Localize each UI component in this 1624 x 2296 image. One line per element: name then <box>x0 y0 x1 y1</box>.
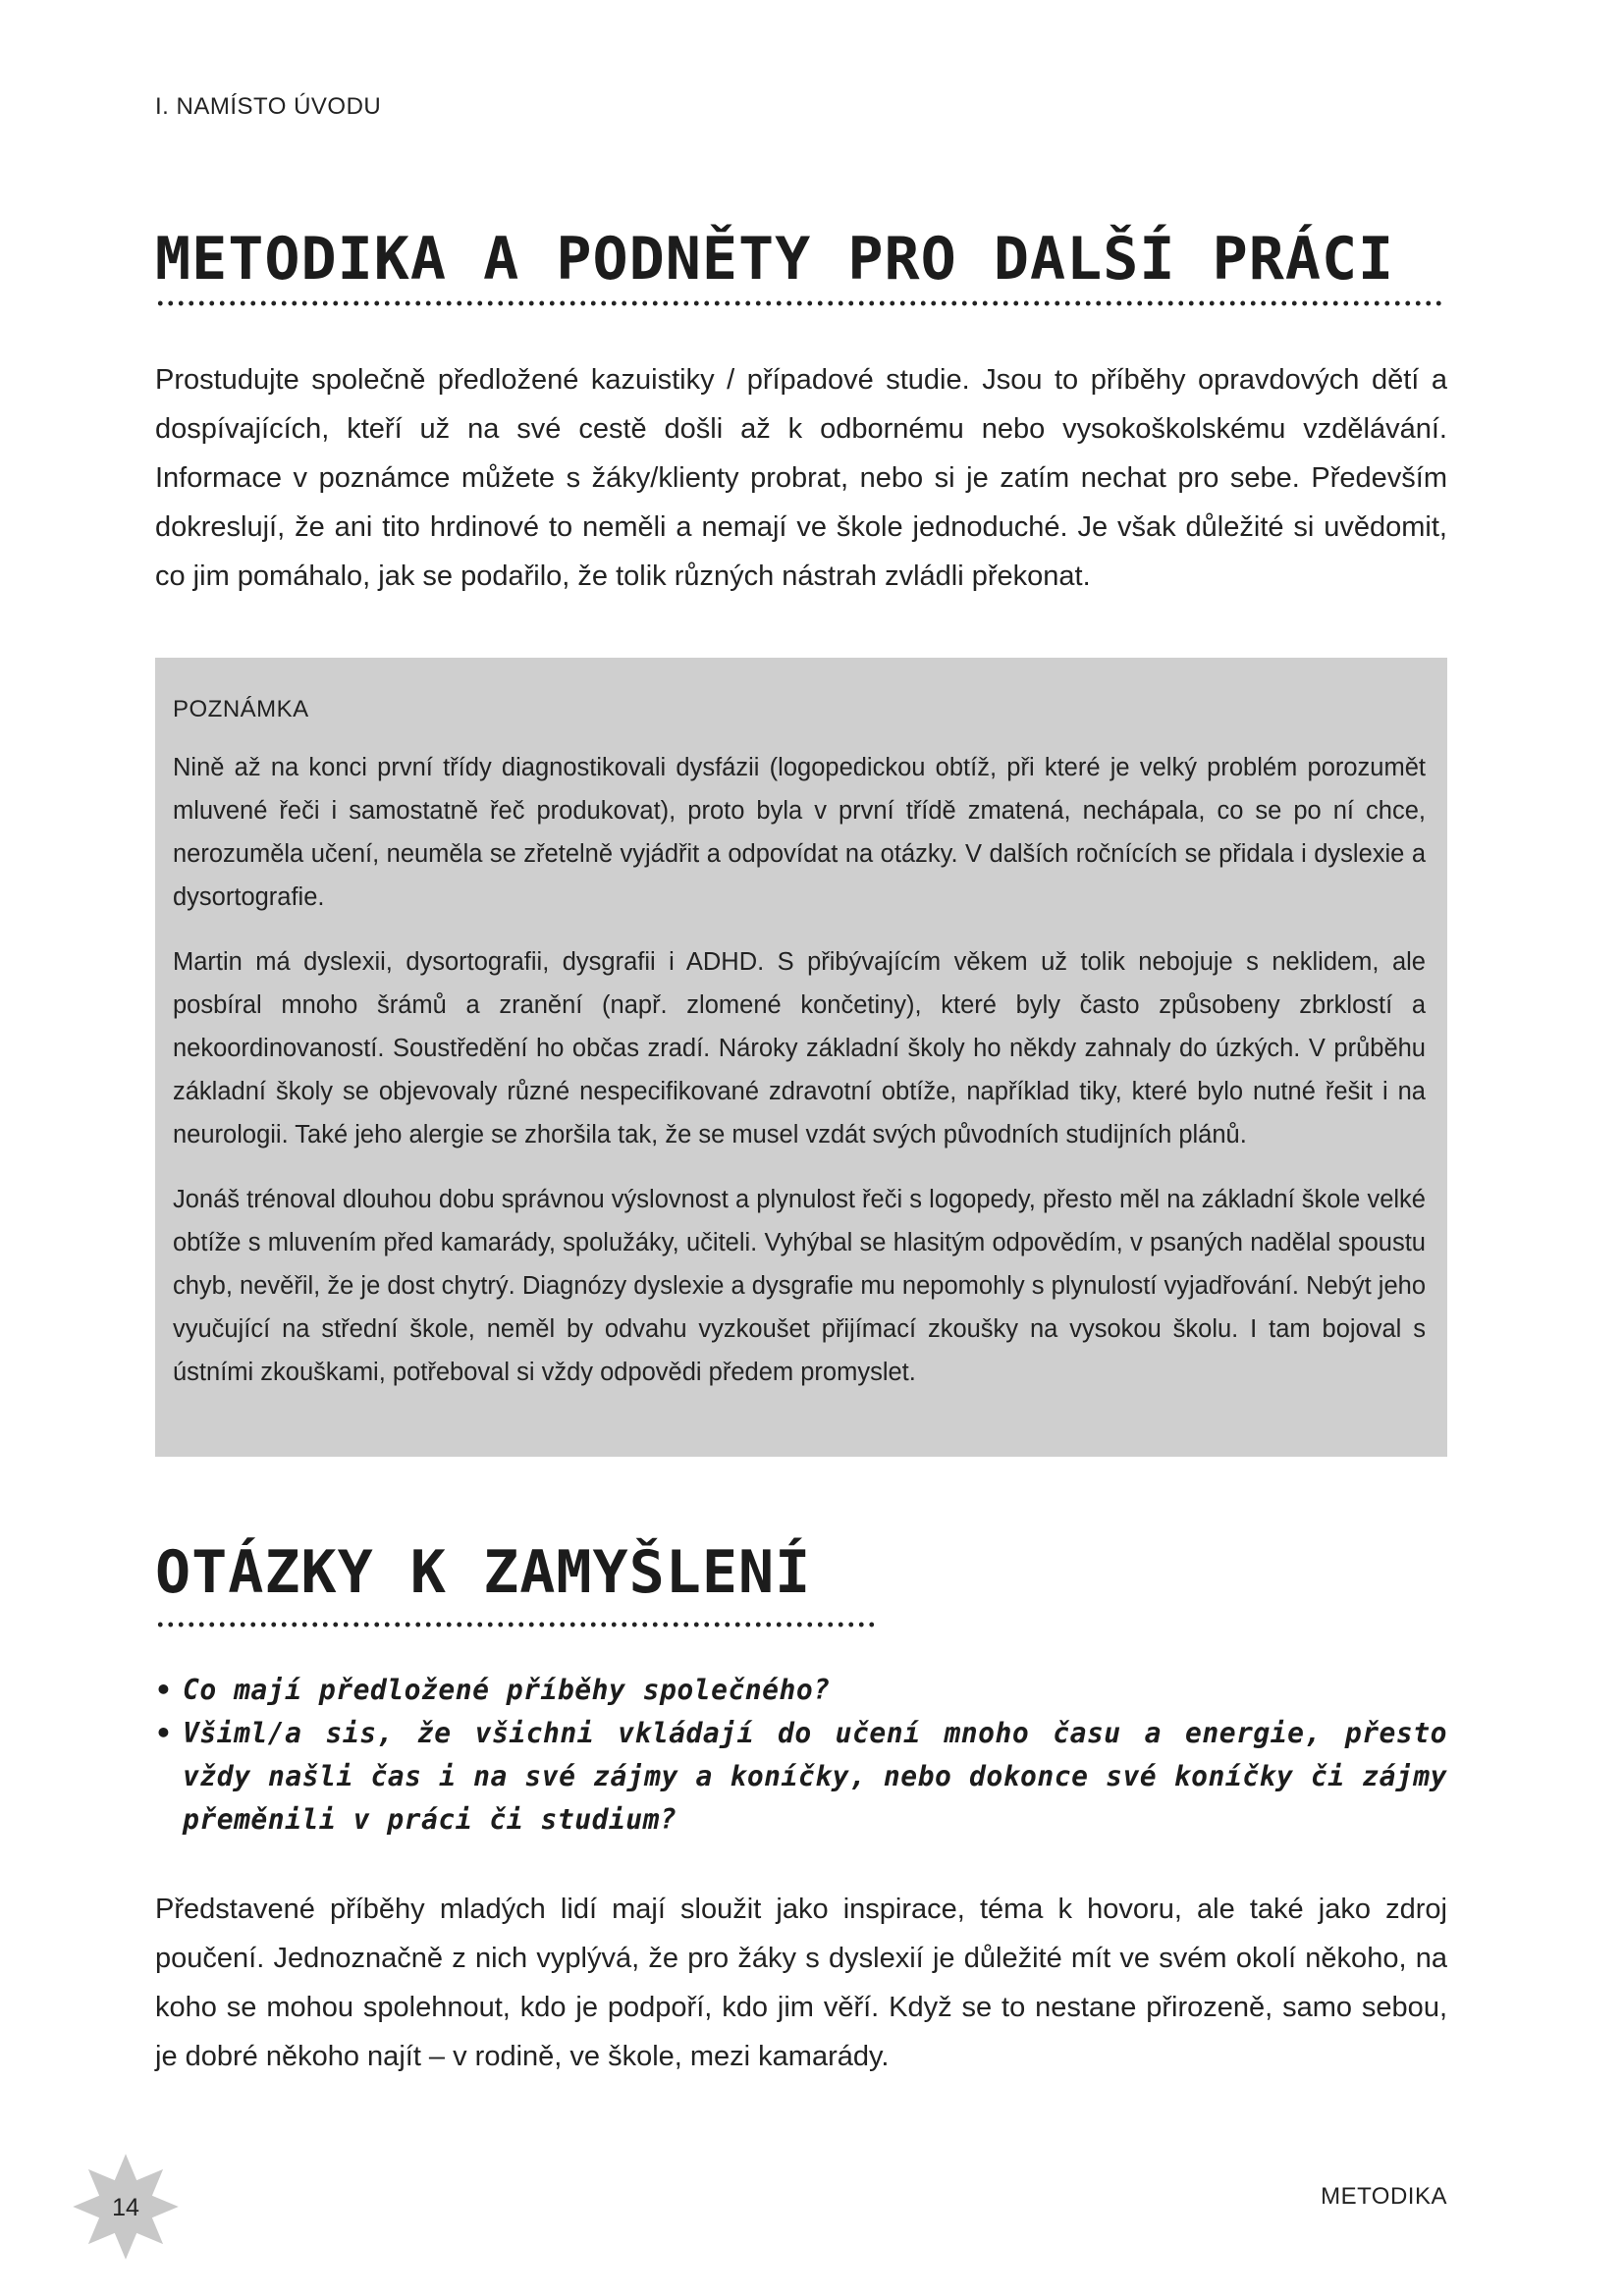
note-box <box>155 658 1447 1457</box>
note-paragraph: Martin má dyslexii, dysortografii, dysgrafii i ADHD. S přibývajícím věkem už tolik nebojuje s neklidem, ale posbíral mnoho šrámů a zranění (např. zlomené končetiny), které byly často způsobeny zbrklostí a nekoordinovaností. Soustředění ho občas zradí. Nároky základní školy ho někdy zahnaly do úzkých. V průběhu základní školy se objevovaly různé nespecifikované zdravotní obtíže, například tiky, které bylo nutné řešit i na neurologii. Také jeho alergie se zhoršila tak, že se musel vzdát svých původních studijních plánů. <box>173 948 1426 1148</box>
running-foot: METODIKA <box>1321 2183 1447 2210</box>
dotted-rule <box>155 300 1441 306</box>
question-item <box>155 1669 1447 1712</box>
section-heading-metodika: METODIKA A PODNĚTY PRO DALŠÍ PRÁCI <box>155 225 1395 294</box>
note-paragraph: Jonáš trénoval dlouhou dobu správnou výslovnost a plynulost řeči s logopedy, přesto měl na základní škole velké obtíže s mluvením před kamarády, spolužáky, učiteli. Vyhýbal se hlasitým odpovědím, v psaných nadělal spoustu chyb, nevěřil, že je dost chytrý. Diagnózy dyslexie a dysgrafie mu nepomohly s plynulostí vyjadřování. Nebýt jeho vyučující na střední škole, neměl by odvahu vyzkoušet přijímací zkoušky na vysokou školu. I tam bojoval s ústními zkouškami, potřeboval si vždy odpovědi předem promyslet. <box>173 1186 1426 1386</box>
question-item <box>155 1712 1447 1842</box>
question-text: Všiml/a sis, že všichni vkládají do učení mnoho času a energie, přesto vždy našli čas i na své zájmy a koníčky, nebo dokonce své koníčky či zájmy přeměnili v práci či studium? <box>183 1717 1447 1836</box>
running-head: I. NAMÍSTO ÚVODU <box>155 93 382 120</box>
question-list <box>155 1669 1447 1842</box>
dotted-rule <box>155 1622 878 1628</box>
section-heading-otazky: OTÁZKY K ZAMYŠLENÍ <box>155 1538 812 1607</box>
page-number: 14 <box>112 2194 139 2221</box>
question-text: Co mají předložené příběhy společného? <box>183 1674 831 1706</box>
note-label: POZNÁMKA <box>173 696 309 722</box>
bullet-icon: • <box>155 1674 173 1706</box>
intro-paragraph: Prostudujte společně předložené kazuistiky / případové studie. Jsou to příběhy opravdových dětí a dospívajících, kteří už na své cestě došli až k odbornému nebo vysokoškolskému vzdělávání. Informace v poznámce můžete s žáky/klienty probrat, nebo si je zatím nechat pro sebe. Především dokreslují, že ani tito hrdinové to neměli a nemají ve škole jednoduché. Je však důležité si uvědomit, co jim pomáhalo, jak se podařilo, že tolik různých nástrah zvládli překonat. <box>155 364 1447 592</box>
note-paragraph: Nině až na konci první třídy diagnostikovali dysfázii (logopedickou obtíž, při které je velký problém porozumět mluvené řeči i samostatně řeč produkovat), proto byla v první třídě zmatená, nechápala, co se po ní chce, nerozuměla učení, neuměla se zřetelně vyjádřit a odpovídat na otázky. V dalších ročnících se přidala i dyslexie a dysortografie. <box>173 754 1426 911</box>
bullet-icon: • <box>155 1717 173 1749</box>
closing-paragraph: Představené příběhy mladých lidí mají sloužit jako inspirace, téma k hovoru, ale také jako zdroj poučení. Jednoznačně z nich vyplývá, že pro žáky s dyslexií je důležité mít ve svém okolí někoho, na koho se mohou spolehnout, kdo je podpoří, kdo jim věří. Když se to nestane přirozeně, samo sebou, je dobré někoho najít – v rodině, ve škole, mezi kamarády. <box>155 1894 1447 2072</box>
